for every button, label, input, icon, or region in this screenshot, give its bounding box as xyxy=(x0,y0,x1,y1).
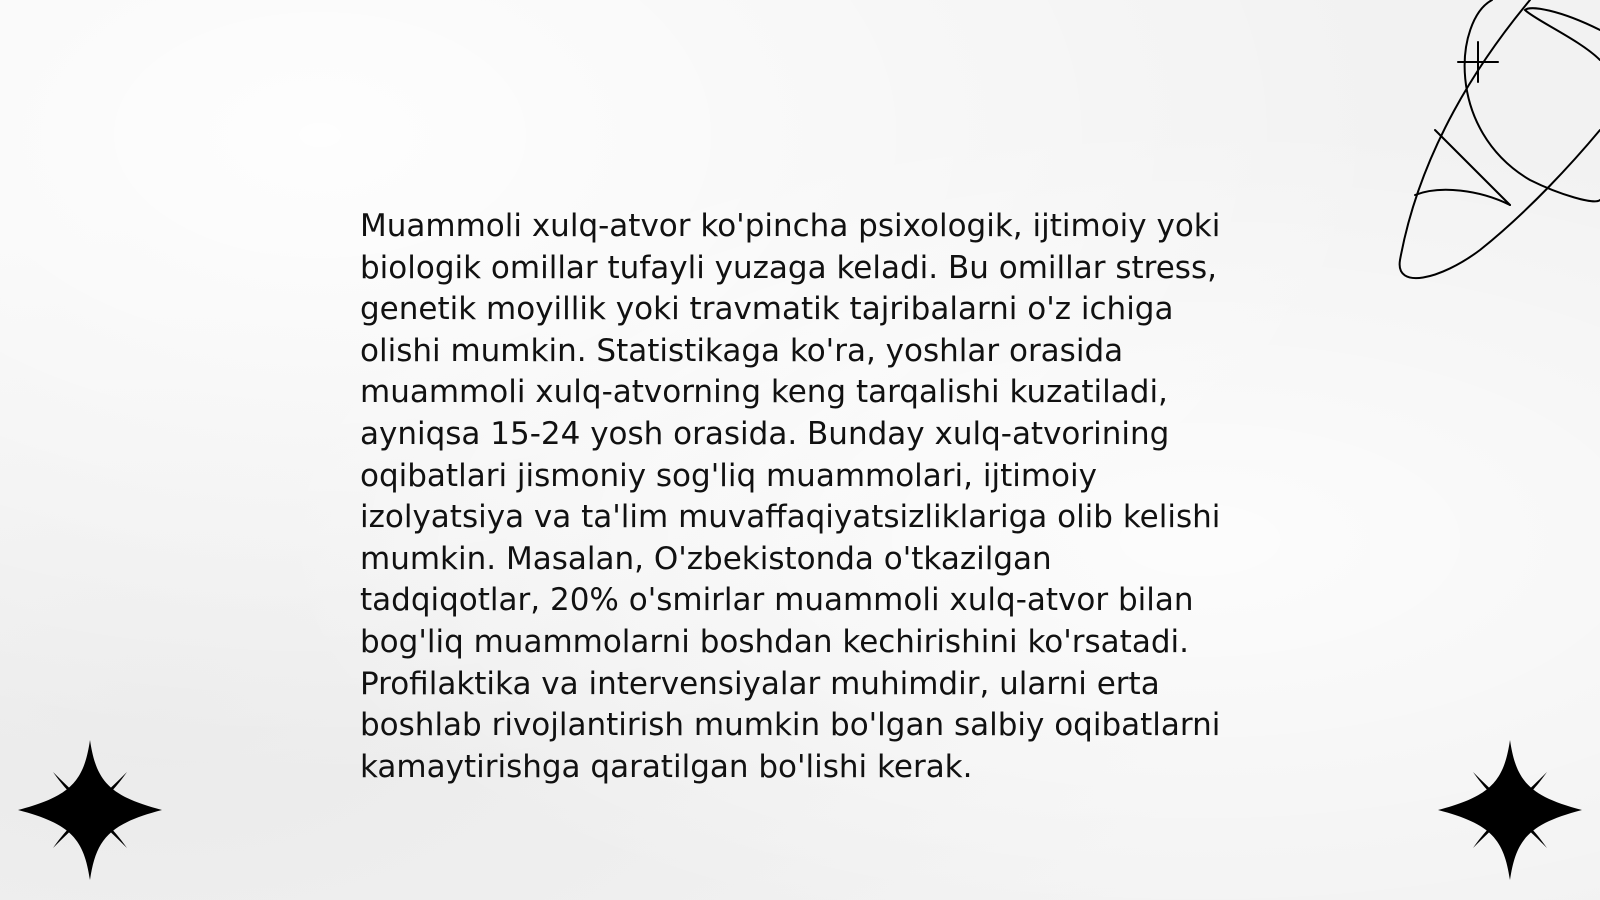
slide-paragraph: Muammoli xulq-atvor ko'pincha psixologik, ijtimoiy yoki biologik omillar tufayli yuzaga keladi. Bu omillar stress, genetik moyillik yoki travmatik tajribalarni o'z ichiga olishi mumkin. Statistikaga ko'ra, yoshlar orasida muammoli xulq-atvorning keng tarqalishi kuzatiladi, ayniqsa 15-24 yosh orasida. Bunday xulq-atvorining oqibatlari jismoniy sog'liq muammolari, ijtimoiy izolyatsiya va ta'lim muvaffaqiyatsizliklariga olib kelishi mumkin. Masalan, O'zbekistonda o'tkazilgan tadqiqotlar, 20% o'smirlar muammoli xulq-atvor bilan bog'liq muammolarni boshdan kechirishini ko'rsatadi. Profilaktika va intervensiyalar muhimdir, ularni erta boshlab rivojlantirish mumkin bo'lgan salbiy oqibatlarni kamaytirishga qaratilgan bo'lishi kerak. xyxy=(360,208,1221,785)
orbit-lines-icon xyxy=(1360,0,1600,290)
four-point-star-icon xyxy=(1438,740,1582,880)
four-point-star-icon xyxy=(18,740,162,880)
